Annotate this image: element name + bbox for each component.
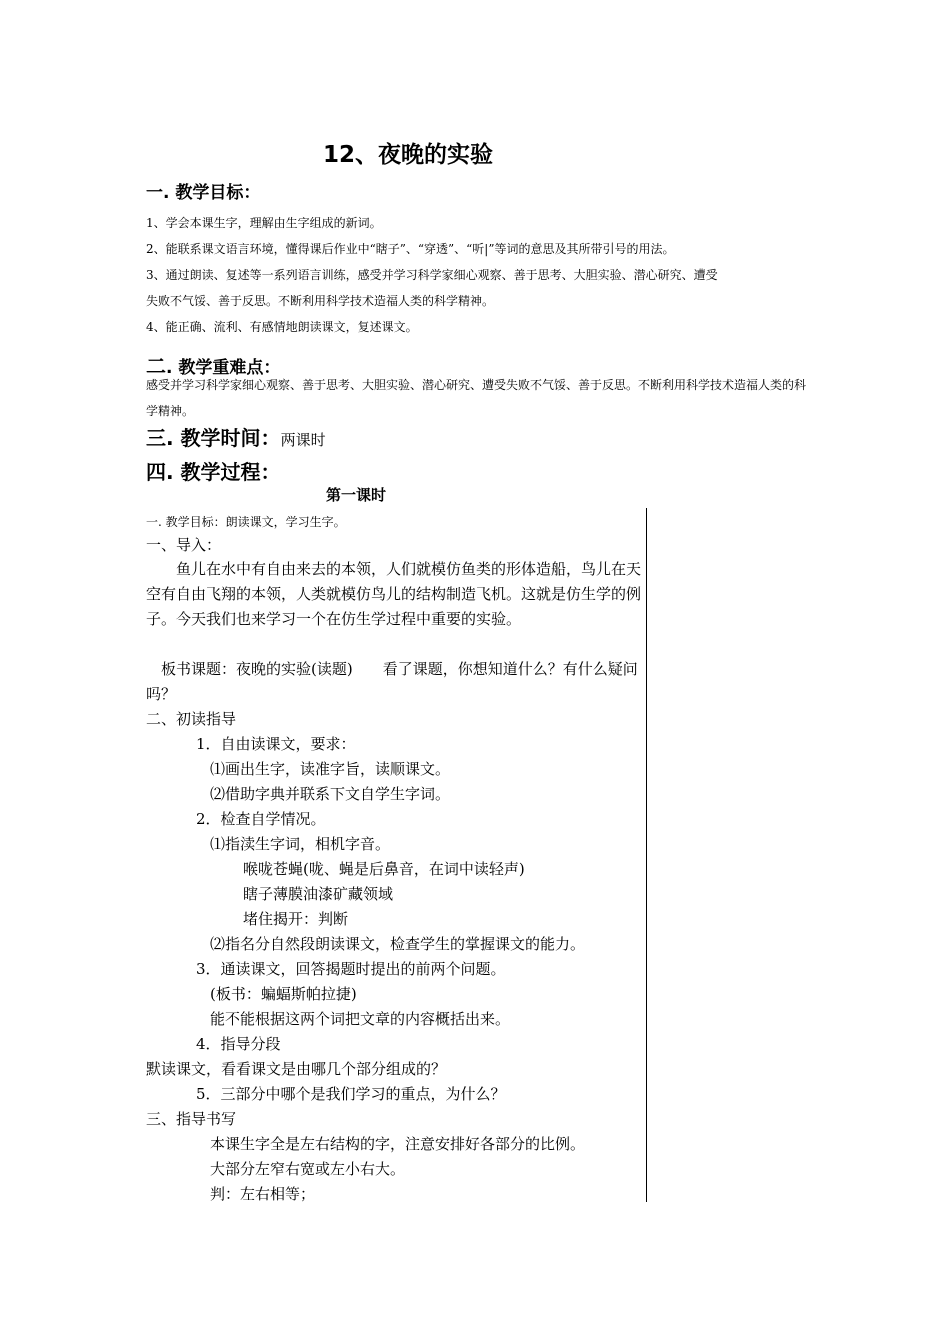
page-title: 12、夜晚的实验 [322, 142, 493, 168]
teaching-time-value: 两课时 [280, 431, 326, 449]
read-step-3a: (板书：蝙蝠斯帕拉捷) [210, 985, 357, 1003]
lesson-title: 第一课时 [326, 486, 387, 504]
section-heading-key-points-num: 二 [146, 354, 166, 378]
section-heading-key-points-label: . 教学重难点： [166, 358, 281, 378]
read-step-2: 2．检查自学情况。 [196, 810, 326, 828]
board-text: 板书课题：夜晚的实验(读题) 看了课题，你想知道什么？有什么疑问吗？ [146, 660, 638, 703]
goal-item-1: 1、学会本课生字，理解由生字组成的新词。 [146, 216, 382, 230]
word-line-2: 瞎子薄膜油漆矿藏领域 [243, 885, 394, 903]
read-step-1b: ⑵借助字典并联系下文自学生字词。 [210, 785, 451, 803]
intro-text: 鱼儿在水中有自由来去的本领，人们就模仿鱼类的形体造船，鸟儿在天空有自由飞翔的本领，人类就模仿鸟儿的结构制造飞机。这就是仿生学的例子。今天我们也来学习一个在仿生学过程中重要的实验。 [146, 560, 642, 628]
key-points-text: 感受并学习科学家细心观察、善于思考、大胆实验、潜心研究、遭受失败不气馁、善于反思。不断利用科学技术造福人类的科学精神。 [146, 378, 807, 418]
goal-item-3: 3、通过朗读、复述等一系列语言训练，感受并学习科学家细心观察、善于思考、大胆实验、潜心研究、遭受 [146, 268, 718, 282]
read-step-3b: 能不能根据这两个词把文章的内容概括出来。 [210, 1010, 511, 1028]
goal-item-2: 2、能联系课文语言环境，懂得课后作业中“瞎子”、“穿透”、“听|”等词的意思及其所带引号的用法。 [146, 242, 675, 256]
section-heading-goals: 一. 教学目标： [146, 183, 261, 203]
read-step-2a: ⑴指渎生字词，相机字音。 [210, 835, 391, 853]
intro-heading: 一、导入： [146, 536, 222, 554]
write-heading: 三、指导书写 [146, 1110, 237, 1128]
word-line-1: 喉咙苍蝇(咙、蝇是后鼻音，在词中读轻声) [243, 860, 525, 878]
goal-item-4: 4、能正确、流利、有感情地朗读课文，复述课文。 [146, 320, 418, 334]
word-line-3: 堵住揭开：判断 [243, 910, 349, 928]
read-step-4: 4．指导分段 [196, 1035, 281, 1053]
read-step-1: 1．自由读课文，要求： [196, 735, 356, 753]
read-step-5: 5．三部分中哪个是我们学习的重点，为什么？ [196, 1085, 506, 1103]
write-line-2: 大部分左窄右宽或左小右大。 [210, 1160, 406, 1178]
section-heading-time [146, 422, 326, 451]
read-step-2b: ⑵指名分自然段朗读课文，检查学生的掌握课文的能力。 [210, 935, 586, 953]
read-step-4a: 默读课文，看看课文是由哪几个部分组成的？ [146, 1060, 447, 1078]
read-step-1a: ⑴画出生字，读准字旨，读顺课文。 [210, 760, 451, 778]
goal-item-3-cont: 失败不气馁、善于反思。不断利用科学技术造福人类的科学精神。 [146, 294, 495, 308]
read-step-3: 3．通读课文，回答揭题时提出的前两个问题。 [196, 960, 506, 978]
section-heading-time-label: 三. 教学时间： [146, 426, 281, 450]
section-heading-process: 四. 教学过程： [146, 460, 281, 484]
read-heading: 二、初读指导 [146, 710, 237, 728]
write-line-1: 本课生字全是左右结构的字，注意安排好各部分的比例。 [210, 1135, 586, 1153]
write-line-3: 判：左右相等； [210, 1185, 316, 1203]
lesson-goal: 一. 教学目标：朗读课文，学习生字。 [146, 515, 346, 529]
margin-line [646, 508, 647, 1202]
